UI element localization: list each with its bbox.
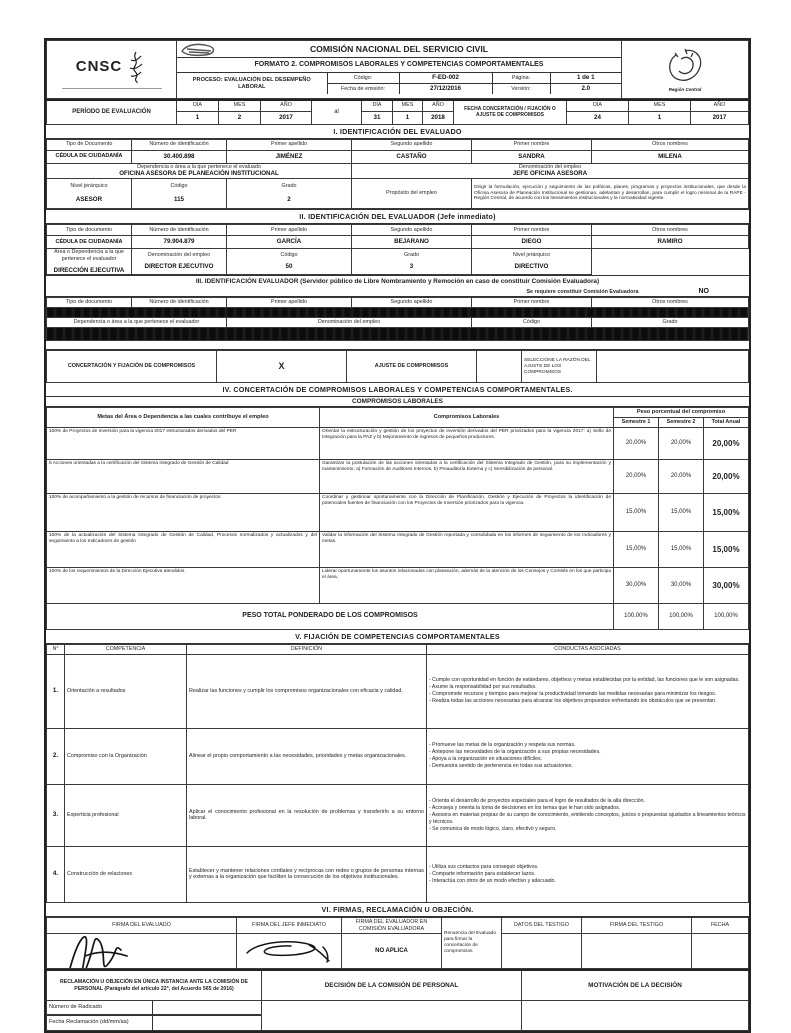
reclamacion-table xyxy=(46,969,749,1031)
sem1-2: 20,00% xyxy=(614,460,659,494)
form-title: COMISIÓN NACIONAL DEL SERVICIO CIVIL xyxy=(177,41,621,58)
mes-header-2: MES xyxy=(393,100,423,111)
pagina-label: Página: xyxy=(492,73,550,83)
comision-denominacion-label: Denominación del empleo xyxy=(227,318,472,328)
compromiso-4: Validar la información del Sistema Integrado de Gestión reportada y consolidada en los informes de seguimiento de los Indicadores y metas. xyxy=(320,532,614,568)
periodo-row xyxy=(46,99,749,125)
conducta: - Promueve las metas de la organización y respeta sus normas. xyxy=(429,742,746,749)
evaluado-segundo-apellido-label: Segundo apellido xyxy=(352,139,472,150)
competencia-row xyxy=(47,784,749,846)
comision-identity xyxy=(46,297,749,341)
evaluado-num-id-label: Número de identificación xyxy=(132,139,227,150)
evaluador-primer-apellido-label: Primer apellido xyxy=(227,225,352,236)
spacer-row xyxy=(46,341,749,350)
evaluado-segundo-apellido-value: CASTAÑO xyxy=(352,150,472,163)
sem2-2: 20,00% xyxy=(659,460,704,494)
col-semestre1: Semestre 1 xyxy=(614,418,659,428)
evaluado-dependencia-value: OFICINA ASESORA DE PLANEACIÓN INSTITUCIONAL xyxy=(119,170,279,178)
cnsc-eagle-icon xyxy=(125,50,147,84)
compromiso-5: Liderar oportunamente los asuntos relacionados con planeación, además de la atención de los Consejos y Comités en los que participa el área. xyxy=(320,568,614,604)
comision-codigo-label: Código xyxy=(472,318,592,328)
competencia-2-definicion: Alinear el propio comportamiento a las necesidades, prioridades y metas organizacionales. xyxy=(187,728,427,784)
conducta: - Aconseja y orienta la toma de decisiones en los temas que le han sido asignados. xyxy=(429,805,746,812)
concertacion-fijacion-checkbox: X xyxy=(217,351,347,383)
evaluador-primer-nombre-label: Primer nombre xyxy=(472,225,592,236)
conducta: - Realiza todas las acciones necesarias para alcanzar los objetivos propuestos enfrentando los obstáculos que se presentan. xyxy=(429,698,746,705)
region-central-logo xyxy=(622,41,749,99)
comision-otros-nombres-label: Otros nombres xyxy=(592,298,749,308)
sem2-5: 30,00% xyxy=(659,568,704,604)
evaluado-dependencia-label: Dependencia o área a la que pertenece el evaluado xyxy=(137,163,261,170)
codigo-label: Código: xyxy=(327,73,399,83)
total-3: 15,00% xyxy=(704,494,749,532)
evaluado-otros-nombres-value: MILENA xyxy=(592,150,749,163)
evaluado-num-id-value: 30.400.898 xyxy=(132,150,227,163)
comision-grado-label: Grado xyxy=(592,318,749,328)
evaluado-signature xyxy=(55,934,165,969)
compromisos-total-row xyxy=(47,604,749,630)
evaluado-nivel-value: ASESOR xyxy=(75,196,103,203)
sem2-1: 20,00% xyxy=(659,428,704,460)
evaluado-denominacion-label: Denominación del empleo xyxy=(518,163,582,170)
concertacion-checkbox-row xyxy=(46,350,749,383)
motivacion-cell xyxy=(522,1000,749,1030)
dia-header-2: DÍA xyxy=(362,100,393,111)
section1-title: I. IDENTIFICACIÓN DEL EVALUADO xyxy=(46,125,749,139)
process-label: PROCESO: EVALUACIÓN DEL DESEMPEÑO LABORAL xyxy=(177,73,327,94)
version-value: 2.0 xyxy=(581,85,591,93)
conducta: - Apoya a la organización en situaciones difíciles. xyxy=(429,756,746,763)
concertacion-label: FECHA CONCERTACIÓN / FIJACIÓN O AJUSTE DE COMPROMISOS xyxy=(454,100,567,124)
competencias-table xyxy=(46,644,749,903)
evaluation-form xyxy=(44,38,751,1033)
al-label: al xyxy=(312,100,362,124)
evaluador-num-id-value: 79.904.879 xyxy=(132,236,227,249)
firma-testigo-label: FIRMA DEL TESTIGO xyxy=(582,917,692,934)
conducta: - Utiliza sus contactos para conseguir objetivos. xyxy=(429,864,746,871)
form-header xyxy=(46,40,749,99)
conducta: - Antepone las necesidades de la organización a sus propias necesidades. xyxy=(429,749,746,756)
sem1-1: 20,00% xyxy=(614,428,659,460)
competencia-2-numero: 2. xyxy=(47,728,65,784)
section4-title: IV. CONCERTACIÓN DE COMPROMISOS LABORALES Y COMPETENCIAS COMPORTAMENTALES. xyxy=(46,383,749,397)
periodo-desde-mes: 2 xyxy=(219,111,261,124)
header-center xyxy=(177,41,622,99)
evaluador-denominacion-value: DIRECTOR EJECUTIVO xyxy=(144,263,214,271)
competencia-row xyxy=(47,654,749,728)
peso-total-anual: 100,00% xyxy=(704,604,749,630)
periodo-hasta-mes: 1 xyxy=(393,111,423,124)
conducta: - Orienta el desarrollo de proyectos especiales para el logro de resultados de la alta dirección. xyxy=(429,798,746,805)
evaluado-primer-apellido-label: Primer apellido xyxy=(227,139,352,150)
requiere-comision-value: NO xyxy=(698,288,709,296)
sem1-4: 15,00% xyxy=(614,532,659,568)
firma-testigo-cell xyxy=(582,934,692,969)
evaluador-area-label: Área o Dependencia a la que pertenece el evaluador xyxy=(54,249,124,262)
section3-title: III. IDENTIFICACIÓN EVALUADOR (Servidor público de Libre Nombramiento y Remoción en caso de constituir Comisión Evaluadora) xyxy=(46,275,749,287)
numero-radicado-value xyxy=(152,1001,261,1014)
concertacion-ano: 2017 xyxy=(691,111,749,124)
col-peso: Peso porcentual del compromiso xyxy=(614,408,749,418)
col-total-anual: Total Anual xyxy=(704,418,749,428)
evaluador-nivel-value: DIRECTIVO xyxy=(514,263,549,271)
competencia-2-nombre: Compromiso con la Organización xyxy=(65,728,187,784)
conducta: - Se comunica de modo lógico, claro, efectivo y seguro. xyxy=(429,826,746,833)
periodo-desde-ano: 2017 xyxy=(261,111,312,124)
total-1: 20,00% xyxy=(704,428,749,460)
compromiso-1: Orientar la estructuración y gestión de los proyectos de inversión derivados del PER priorizados para la vigencia 2017: a) Sello de Integración para la PAZ y b) Mejoramiento de ingresos de pequeños productores. xyxy=(320,428,614,460)
compromiso-row xyxy=(47,428,749,460)
fecha-reclamacion-value xyxy=(152,1015,261,1030)
evaluador-codigo-value: 50 xyxy=(285,263,293,271)
evaluado-codigo-value: 115 xyxy=(174,196,184,203)
competencia-1-numero: 1. xyxy=(47,654,65,728)
evaluador-primer-apellido-value: GARCÍA xyxy=(227,236,352,249)
evaluador-segundo-apellido-value: BEJARANO xyxy=(352,236,472,249)
section6-title: VI. FIRMAS, RECLAMACIÓN U OBJECIÓN. xyxy=(46,903,749,917)
evaluador-identity xyxy=(46,224,749,275)
evaluador-otros-nombres-value: RAMIRO xyxy=(592,236,749,249)
form-subtitle: FORMATO 2. COMPROMISOS LABORALES Y COMPETENCIAS COMPORTAMENTALES xyxy=(177,58,621,74)
col-competencia: COMPETENCIA xyxy=(65,645,187,655)
evaluado-grado-value: 2 xyxy=(287,196,291,203)
ano-header-2: AÑO xyxy=(423,100,454,111)
razon-ajuste-value xyxy=(597,351,749,383)
redacted-row-2 xyxy=(47,328,749,341)
meta-3: 100% de acompañamiento a la gestión de recursos de financiación de proyectos xyxy=(47,494,320,532)
renuencia-label: Renuencia del Evaluado para firmar la concertación de compromisos xyxy=(442,917,502,969)
col-compromisos: Compromisos Laborales xyxy=(320,408,614,428)
competencia-row xyxy=(47,846,749,902)
conducta: - Compromete recursos y tiempos para mejorar la productividad tomando las medidas necesarias para minimizar los riesgos. xyxy=(429,691,746,698)
datos-testigo-label: DATOS DEL TESTIGO xyxy=(502,917,582,934)
fecha-cell xyxy=(692,934,749,969)
conducta: - Asume la responsabilidad por sus resultados. xyxy=(429,684,746,691)
jefe-signature xyxy=(239,935,339,967)
dia-header-3: DÍA xyxy=(567,100,629,111)
col-semestre2: Semestre 2 xyxy=(659,418,704,428)
cnsc-logo-text: CNSC xyxy=(75,57,123,75)
competencia-3-definicion: Aplicar el conocimiento profesional en la resolución de problemas y transferirlo a su entorno laboral. xyxy=(187,784,427,846)
col-conductas: CONDUCTAS ASOCIADAS xyxy=(427,645,749,655)
numero-radicado-label: Número de Radicado xyxy=(47,1001,152,1014)
dia-header: DÍA xyxy=(177,100,219,111)
evaluador-num-id-label: Número de identificación xyxy=(132,225,227,236)
comision-dependencia-label: Dependencia o área a la que pertenece el evaluador xyxy=(47,318,227,328)
sem2-3: 15,00% xyxy=(659,494,704,532)
compromiso-2: Garantizar la postulación de las acciones orientadas a la certificación del Sistema Integrado de Gestión, para su implementación y mantenimiento: a) Formación de Auditores Internos, b) Preauditoría Externa y c) Sensibilización de personal. xyxy=(320,460,614,494)
fecha-reclamacion-label: Fecha Reclamación (dd/mm/aa) xyxy=(47,1015,152,1030)
sem1-3: 15,00% xyxy=(614,494,659,532)
redacted-row-1 xyxy=(47,308,749,318)
evaluador-grado-value: 3 xyxy=(409,263,414,271)
evaluador-primer-nombre-value: DIEGO xyxy=(472,236,592,249)
sem2-4: 15,00% xyxy=(659,532,704,568)
proposito-label: Propósito del empleo xyxy=(352,179,472,209)
compromiso-row xyxy=(47,494,749,532)
compromisos-table xyxy=(46,407,749,630)
col-numero: N° xyxy=(47,645,65,655)
region-central-icon xyxy=(663,47,707,87)
firma-jefe-cell xyxy=(237,934,342,969)
evaluado-identity xyxy=(46,139,749,210)
comision-tipo-doc-label: Tipo de documento xyxy=(47,298,132,308)
razon-ajuste-label: SELECCIONE LA RAZÓN DEL AJUSTE DE LOS COMPROMISOS xyxy=(522,351,597,383)
evaluado-nivel-label: Nivel jerárquico xyxy=(70,183,108,190)
compromiso-row xyxy=(47,460,749,494)
decision-comision-label: DECISIÓN DE LA COMISIÓN DE PERSONAL xyxy=(262,970,522,1000)
ajuste-checkbox xyxy=(477,351,522,383)
firma-evaluado-label: FIRMA DEL EVALUADO xyxy=(47,917,237,934)
evaluador-nivel-label: Nivel jerárquico xyxy=(512,252,551,259)
comision-primer-apellido-label: Primer apellido xyxy=(227,298,352,308)
competencia-4-nombre: Construcción de relaciones xyxy=(65,846,187,902)
firma-comision-label: FIRMA DEL EVALUADOR EN COMISIÓN EVALUADORA xyxy=(342,917,442,934)
col-definicion: DEFINICIÓN xyxy=(187,645,427,655)
evaluado-otros-nombres-label: Otros nombres xyxy=(592,139,749,150)
stamp-icon xyxy=(179,42,219,58)
comision-segundo-apellido-label: Segundo apellido xyxy=(352,298,472,308)
cnsc-logo xyxy=(47,41,177,99)
evaluado-codigo-label: Código xyxy=(170,183,188,190)
competencia-4-definicion: Establecer y mantener relaciones cordiales y recíprocas con redes o grupos de personas internas y externas a la organización que faciliten la consecución de los objetivos institucionales. xyxy=(187,846,427,902)
evaluador-tipo-doc-value: CÉDULA DE CIUDADANÍA xyxy=(47,236,132,249)
conducta: - Comparte información para establecer lazos. xyxy=(429,871,746,878)
conducta: - Cumple con oportunidad en función de estándares, objetivos y metas establecidas por la entidad, las funciones que le son asignadas. xyxy=(429,677,746,684)
col-metas: Metas del Área o Dependencia a las cuales contribuye el empleo xyxy=(47,408,320,428)
firma-evaluado-cell xyxy=(47,934,237,969)
section5-title: V. FIJACIÓN DE COMPETENCIAS COMPORTAMENTALES xyxy=(46,630,749,644)
comision-num-id-label: Número de identificación xyxy=(132,298,227,308)
evaluado-tipo-doc-value: CÉDULA DE CIUDADANÍA xyxy=(47,150,132,163)
periodo-hasta-dia: 31 xyxy=(362,111,393,124)
pagina-value: 1 de 1 xyxy=(550,73,621,83)
evaluado-primer-nombre-label: Primer nombre xyxy=(472,139,592,150)
competencia-3-nombre: Experticia profesional xyxy=(65,784,187,846)
meta-5: 100% de los requerimientos de la Dirección Ejecutiva atendidos xyxy=(47,568,320,604)
evaluador-segundo-apellido-label: Segundo apellido xyxy=(352,225,472,236)
decision-comision-cell xyxy=(262,1000,522,1030)
meta-4: 100% de la actualización del Sistema Integrado de Gestión de Calidad, Procesos normalizados y actualizados y del seguimiento a los Indicadores de gestión xyxy=(47,532,320,568)
codigo-value: F-ED-002 xyxy=(399,73,492,83)
motivacion-label: MOTIVACIÓN DE LA DECISIÓN xyxy=(522,970,749,1000)
evaluado-tipo-doc-label: Tipo de Documento xyxy=(47,139,132,150)
firmas-table xyxy=(46,917,749,970)
mes-header: MES xyxy=(219,100,261,111)
firma-comision-value: NO APLICA xyxy=(342,934,442,969)
firma-jefe-label: FIRMA DEL JEFE INMEDIATO xyxy=(237,917,342,934)
competencia-3-numero: 3. xyxy=(47,784,65,846)
conducta: - Asesora en materias propias de su campo de conocimiento, emitiendo conceptos, juicios o propuestas ajustados a lineamientos teóricos y técnicos. xyxy=(429,812,746,826)
ano-header-3: AÑO xyxy=(691,100,749,111)
total-5: 30,00% xyxy=(704,568,749,604)
periodo-label: PERÍODO DE EVALUACIÓN xyxy=(47,100,177,124)
conducta: - Demuestra sentido de pertenencia en todas sus actuaciones. xyxy=(429,763,746,770)
comision-primer-nombre-label: Primer nombre xyxy=(472,298,592,308)
peso-total-label: PESO TOTAL PONDERADO DE LOS COMPROMISOS xyxy=(47,604,614,630)
evaluado-primer-nombre-value: SANDRA xyxy=(472,150,592,163)
meta-1: 100% de Proyectos de Inversión para la vigencia 2017 estructurados derivados del PER xyxy=(47,428,320,460)
concertacion-mes: 1 xyxy=(629,111,691,124)
total-2: 20,00% xyxy=(704,460,749,494)
evaluador-grado-label: Grado xyxy=(404,252,419,259)
proposito-value: Dirigir la formulación, ejecución y seguimiento de las políticas, planes, programas y proyectos institucionales, que desde la Oficina Asesora de Planeación Institucional se gestionan, adelantan y desarrollan, para cumplir el logro misional de la RAPE - Región Central, de acuerdo con los lineamientos institucionales y la normatividad vigente. xyxy=(472,179,749,209)
meta-2: 5 Acciones orientadas a la certificación del Sistema Integrado de Gestión de Calidad xyxy=(47,460,320,494)
ajuste-label: AJUSTE DE COMPROMISOS xyxy=(347,351,477,383)
compromiso-3: Coordinar y gestionar oportunamente con la Dirección de Planificación, Gestión y Ejecución de Proyectos la identificación de potenciales fuentes de financiación con los Proyectos de Inversión priorizados para la vigencia. xyxy=(320,494,614,532)
region-central-text: Región Central xyxy=(668,86,702,92)
competencia-1-definicion: Realizar las funciones y cumplir los compromisos organizacionales con eficacia y calidad. xyxy=(187,654,427,728)
version-label: Versión: xyxy=(492,84,550,94)
evaluador-denominacion-label: Denominación del empleo xyxy=(147,252,211,259)
evaluado-grado-label: Grado xyxy=(281,183,297,190)
cnsc-tagline-line xyxy=(62,86,162,89)
concertacion-fijacion-label: CONCERTACIÓN Y FIJACIÓN DE COMPROMISOS xyxy=(47,351,217,383)
section2-title: II. IDENTIFICACIÓN DEL EVALUADOR (Jefe inmediato) xyxy=(46,209,749,224)
total-4: 15,00% xyxy=(704,532,749,568)
compromiso-row xyxy=(47,568,749,604)
conducta: - Interactúa con otros de un modo efectivo y adecuado. xyxy=(429,878,746,885)
evaluado-denominacion-value: JEFE OFICINA ASESORA xyxy=(512,170,588,178)
peso-total-sem2: 100,00% xyxy=(659,604,704,630)
evaluador-tipo-doc-label: Tipo de documento xyxy=(47,225,132,236)
evaluado-primer-apellido-value: JIMÉNEZ xyxy=(227,150,352,163)
reclamacion-label: RECLAMACIÓN U OBJECIÓN EN ÚNICA INSTANCIA ANTE LA COMISIÓN DE PERSONAL (Parágrafo del artículo 22°, del Acuerdo 565 de 2016) xyxy=(47,970,262,1000)
compromisos-subtitle: COMPROMISOS LABORALES xyxy=(46,397,749,407)
emision-label: Fecha de emisión: xyxy=(327,84,399,94)
compromiso-row xyxy=(47,532,749,568)
requiere-comision-label: Se requiere constituir Comisión Evaluadora xyxy=(526,288,639,295)
ano-header: AÑO xyxy=(261,100,312,111)
periodo-hasta-ano: 2018 xyxy=(423,111,454,124)
evaluador-area-value: DIRECCIÓN EJECUTIVA xyxy=(53,266,125,274)
datos-testigo-cell xyxy=(502,934,582,969)
competencia-1-nombre: Orientación a resultados xyxy=(65,654,187,728)
sem1-5: 30,00% xyxy=(614,568,659,604)
mes-header-3: MES xyxy=(629,100,691,111)
peso-total-sem1: 100,00% xyxy=(614,604,659,630)
competencia-4-numero: 4. xyxy=(47,846,65,902)
evaluador-otros-nombres-label: Otros nombres xyxy=(592,225,749,236)
evaluador-codigo-label: Código xyxy=(280,252,298,259)
concertacion-dia: 24 xyxy=(567,111,629,124)
fecha-label: FECHA xyxy=(692,917,749,934)
periodo-desde-dia: 1 xyxy=(177,111,219,124)
competencia-row xyxy=(47,728,749,784)
emision-value: 27/12/2016 xyxy=(399,84,492,94)
